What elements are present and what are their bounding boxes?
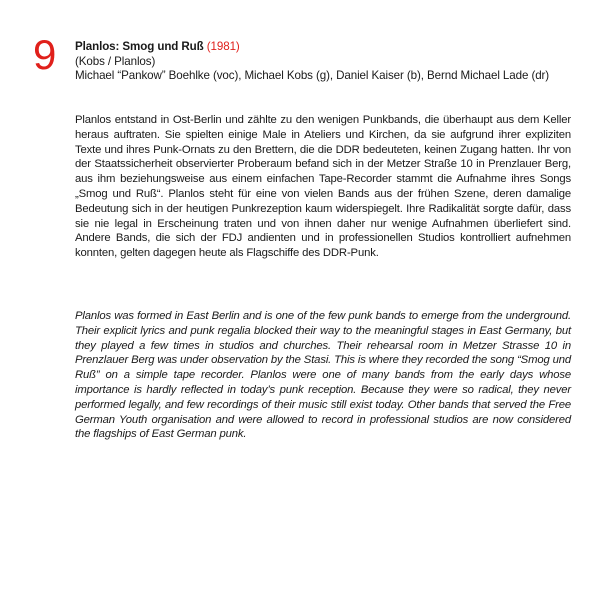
track-number: 9 (33, 31, 57, 78)
track-title: Planlos: Smog und Ruß (75, 40, 204, 53)
track-year: (1981) (206, 40, 240, 53)
track-header (75, 40, 575, 84)
english-description: Planlos was formed in East Berlin and is one of the few punk bands to emerge from the underground. Their explicit lyrics and punk regalia blocked their way to the meaningful stages in East Germany, but they played a few times in studios and churches. Their rehearsal room in Metzer Strasse 10 in Prenzlauer Berg was under observation by the Stasi. This is where they recorded the song “Smog und Ruß” on a simple tape recorder. Planlos were one of many bands from the early days whose importance is hardly reflected in today’s punk reception. Because they were so radical, they never performed legally, and few recordings of their music still exist today. Other bands that served the Free German Youth organisation and were allowed to record in professional studios are now considered the flagships of East German punk. (75, 310, 571, 441)
title-line (75, 40, 575, 55)
german-description: Planlos entstand in Ost-Berlin und zählte zu den wenigen Punkbands, die überhaupt aus dem Keller heraus auftraten. Sie spielten einige Male in Ateliers und Kirchen, da sie aufgrund ihrer expliziten Texte und ihres Punk-Ornats zu den Brettern, die die DDR bedeuteten, keinen Zugang hatten. Ihr von der Staatssicherheit observierter Proberaum befand sich in der Metzer Straße 10 in Prenzlauer Berg, aus ihm beziehungsweise aus einem einfachen Tape-Recorder stammt die Aufnahme ihres Songs „Smog und Ruß“. Planlos steht für eine von vielen Bands aus der frühen Szene, deren damalige Bedeutung sich in der heutigen Punkrezeption kaum widerspiegelt. Ihre Radikalität sorgte dafür, dass sie nie legal in Erscheinung traten und von ihnen daher nur wenige Aufnahmen überliefert sind. Andere Bands, die sich der FDJ andienten und in professionellen Studios kontrolliert aufnehmen konnten, gelten dagegen heute als Flagschiffe des DDR-Punk. (75, 114, 571, 260)
track-authors: (Kobs / Planlos) (75, 54, 156, 68)
track-lineup: Michael “Pankow” Boehlke (voc), Michael Kobs (g), Daniel Kaiser (b), Bernd Michael Lade (dr) (75, 69, 550, 82)
